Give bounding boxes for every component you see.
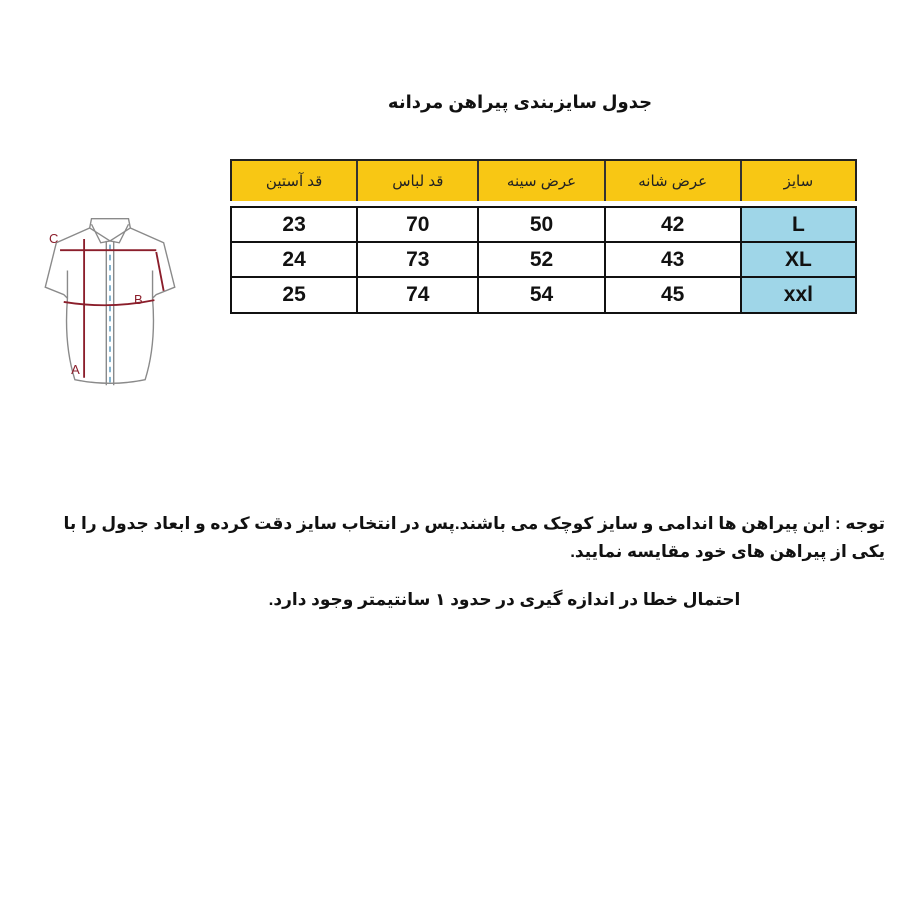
cell-shoulder: 42 (604, 208, 740, 241)
cell-length: 73 (356, 243, 477, 276)
cell-size: L (740, 208, 855, 241)
header-shoulder: عرض شانه (604, 161, 740, 201)
cell-sleeve: 23 (232, 208, 356, 241)
cell-chest: 52 (477, 243, 603, 276)
size-table (230, 159, 857, 314)
table-body (230, 206, 857, 314)
page-title: جدول سایزبندی پیراهن مردانه (387, 92, 653, 112)
cell-size: xxl (740, 278, 855, 312)
cell-chest: 50 (477, 208, 603, 241)
label-c: C (48, 230, 59, 246)
cell-length: 74 (356, 278, 477, 312)
cell-length: 70 (356, 208, 477, 241)
cell-sleeve: 25 (232, 278, 356, 312)
note-fit-warning: توجه : این پیراهن ها اندامی و سایز کوچک می باشند.پس در انتخاب سایز دقت کرده و ابعاد جدول را با یکی از پیراهن های خود مقایسه نمایید. (63, 514, 885, 561)
cell-sleeve: 24 (232, 243, 356, 276)
header-length: قد لباس (356, 161, 477, 201)
table-header (230, 159, 857, 201)
header-chest: عرض سینه (477, 161, 603, 201)
note-measurement-error: احتمال خطا در اندازه گیری در حدود ۱ سانتیمتر وجود دارد. (268, 590, 741, 609)
label-b: B (134, 291, 143, 307)
header-size: سایز (740, 161, 855, 201)
label-a: A (71, 362, 80, 378)
header-sleeve: قد آستین (265, 173, 323, 190)
cell-chest: 54 (477, 278, 603, 312)
table-row (232, 243, 855, 278)
cell-shoulder: 43 (604, 243, 740, 276)
table-row (232, 208, 855, 243)
table-row (232, 278, 855, 312)
shirt-diagram-icon (35, 215, 185, 400)
cell-size: XL (740, 243, 855, 276)
cell-shoulder: 45 (604, 278, 740, 312)
